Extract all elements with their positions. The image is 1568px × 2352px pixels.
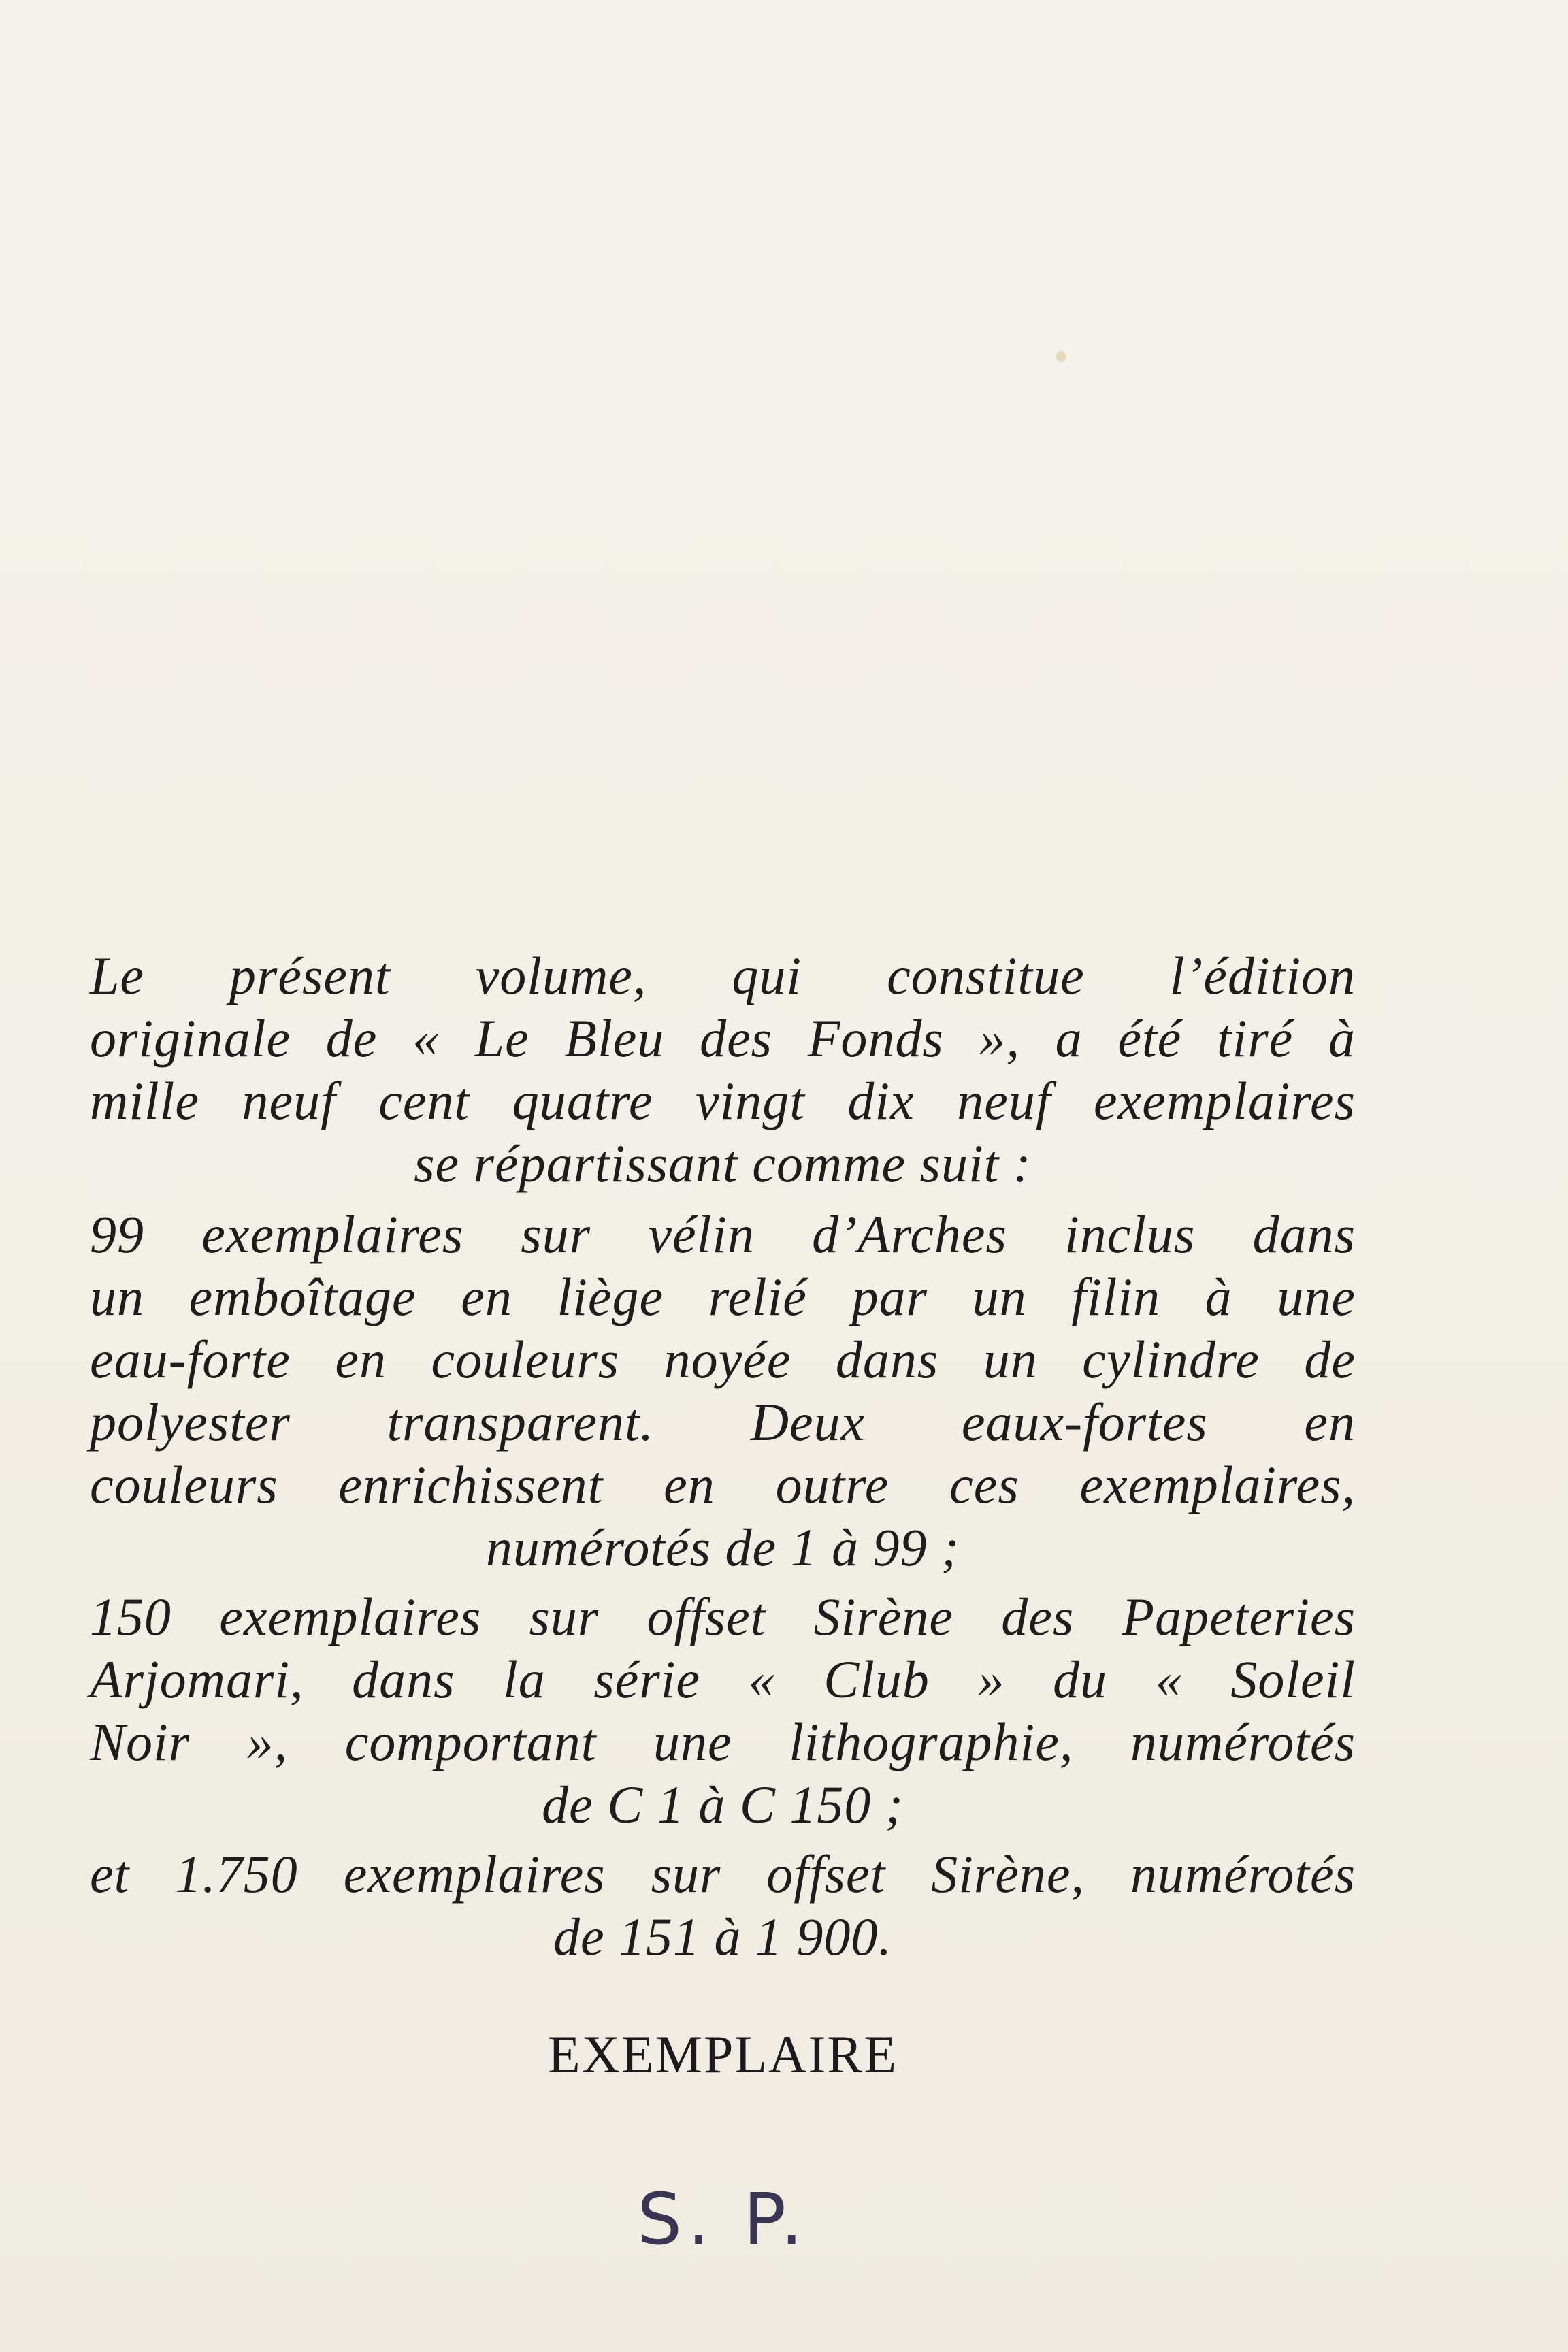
text-line: couleurs enrichissent en outre ces exemplaires, [90, 1455, 1356, 1514]
text-line: Noir », comportant une lithographie, numérotés [90, 1712, 1356, 1771]
limitation-statement [90, 945, 1356, 1968]
text-line: Le présent volume, qui constitue l’édition [90, 946, 1356, 1005]
text-line: de C 1 à C 150 ; [542, 1775, 904, 1834]
text-line: de 151 à 1 900. [553, 1907, 893, 1966]
text-line: mille neuf cent quatre vingt dix neuf exemplaires [90, 1071, 1356, 1130]
ordinary-copies-paragraph [90, 1843, 1356, 1968]
copy-number-stamp: S. P. [637, 2178, 808, 2261]
edition-intro-paragraph [90, 945, 1356, 1195]
text-line: Arjomari, dans la série « Club » du « Soleil [90, 1650, 1356, 1709]
text-line: 150 exemplaires sur offset Sirène des Papeteries [90, 1587, 1356, 1646]
text-line: numérotés de 1 à 99 ; [485, 1518, 960, 1577]
paper-speck [1056, 351, 1066, 362]
club-copies-paragraph [90, 1586, 1356, 1836]
text-line: 99 exemplaires sur vélin d’Arches inclus dans [90, 1205, 1356, 1264]
text-line: originale de « Le Bleu des Fonds », a été tiré à [90, 1009, 1356, 1068]
text-line: polyester transparent. Deux eaux-fortes en [90, 1392, 1356, 1452]
text-line: un emboîtage en liège relié par un filin à une [90, 1267, 1356, 1326]
text-line: eau-forte en couleurs noyée dans un cylindre de [90, 1330, 1356, 1389]
text-line: et 1.750 exemplaires sur offset Sirène, numérotés [90, 1844, 1356, 1904]
text-line: se répartissant comme suit : [414, 1134, 1032, 1193]
exemplaire-heading: EXEMPLAIRE [548, 2025, 898, 2084]
arches-copies-paragraph [90, 1203, 1356, 1579]
